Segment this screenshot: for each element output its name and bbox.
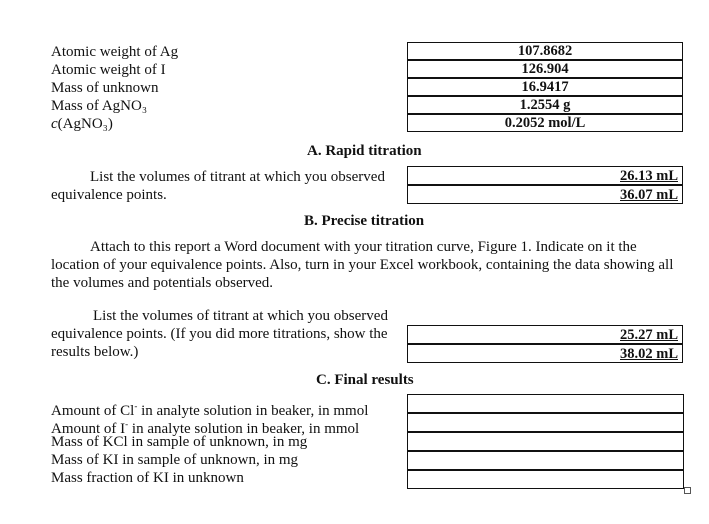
final-row-cl-amount-post: in analyte solution in beaker, in mmol: [137, 403, 369, 419]
value-atomic-weight-i[interactable]: 126.904: [407, 60, 683, 78]
heading-rapid-titration: A. Rapid titration: [307, 143, 422, 159]
rapid-volume-2-text: 36.07 mL: [620, 187, 678, 203]
rapid-volume-1-text: 26.13 mL: [620, 168, 678, 184]
precise-prompt-line3: results below.): [51, 344, 139, 360]
final-row-cl-amount-pre: Amount of Cl: [51, 403, 135, 419]
final-row-i-amount-pre: Amount of I: [51, 421, 126, 437]
precise-volume-2[interactable]: [407, 344, 683, 363]
rapid-prompt-line2: equivalence points.: [51, 187, 167, 203]
rapid-volume-2[interactable]: [407, 185, 683, 204]
precise-prompt-line2: equivalence points. (If you did more titrations, show the: [51, 326, 388, 342]
charge-superscript: -: [125, 419, 129, 429]
final-value-cl-amount[interactable]: [407, 394, 684, 413]
precise-volume-2-text: 38.02 mL: [620, 346, 678, 362]
final-row-i-amount-post: in analyte solution in beaker, in mmol: [128, 421, 360, 437]
precise-prompt-line1: List the volumes of titrant at which you observed: [93, 308, 388, 324]
precise-volume-1[interactable]: [407, 325, 683, 344]
precise-volume-1-text: 25.27 mL: [620, 327, 678, 343]
final-value-ki-mass[interactable]: [407, 451, 684, 470]
final-row-kcl-mass: Mass of KCl in sample of unknown, in mg: [51, 434, 308, 450]
value-concentration-agno3[interactable]: 0.2052 mol/L: [407, 114, 683, 132]
concentration-symbol: c: [51, 116, 58, 132]
final-value-kcl-mass[interactable]: [407, 432, 684, 451]
precise-instructions: Attach to this report a Word document with your titration curve, Figure 1. Indicate on it the location of your equivalence points. Also, turn in your Excel workbook, containing the data showing all the volumes and potentials observed.: [51, 239, 674, 291]
final-value-i-amount[interactable]: [407, 413, 684, 432]
value-atomic-weight-ag[interactable]: 107.8682: [407, 42, 683, 60]
final-value-ki-fraction[interactable]: [407, 470, 684, 489]
value-mass-agno3[interactable]: 1.2554 g: [407, 96, 683, 114]
label-atomic-weight-i: Atomic weight of I: [51, 62, 166, 78]
rapid-prompt-line1: List the volumes of titrant at which you observed: [90, 169, 385, 185]
heading-precise-titration: B. Precise titration: [304, 213, 425, 229]
value-mass-unknown[interactable]: 16.9417: [407, 78, 683, 96]
table-resize-handle[interactable]: [684, 487, 691, 494]
heading-final-results: C. Final results: [316, 372, 414, 388]
label-concentration-agno3: [51, 115, 113, 133]
rapid-volume-1[interactable]: [407, 166, 683, 185]
label-mass-agno3: Mass of AgNO₃: [51, 98, 148, 114]
final-row-ki-mass: Mass of KI in sample of unknown, in mg: [51, 452, 299, 468]
concentration-species: (AgNO₃): [57, 116, 113, 132]
label-atomic-weight-ag: Atomic weight of Ag: [51, 44, 179, 60]
final-row-ki-fraction: Mass fraction of KI in unknown: [51, 470, 244, 486]
charge-superscript: -: [134, 401, 138, 411]
label-mass-unknown: Mass of unknown: [51, 80, 159, 96]
